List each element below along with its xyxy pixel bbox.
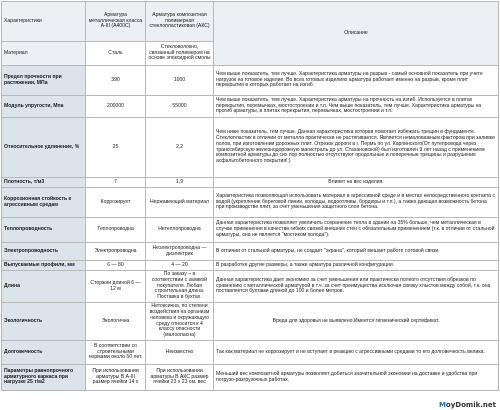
row-label: Выпускаемые профили, мм <box>2 261 86 271</box>
material-composite: Стекловолокно, связанный полимером на основе эпоксидной смолы <box>146 42 214 66</box>
row-label: Плотность, т/м3 <box>2 178 86 188</box>
row-description: Чем ниже показатель, тем лучше. Данная характеристика которая помогает избежать трещин в фундаменте. Стеклопластик в отличии от металла практически не растягивается. Является немаловажным фактором при заливке полов, при изготовлении дорожных плит. Отрезок дороги в г. Пермь по ул. Карпинского(От путепровода через транссибирскую железнодорожную магистраль до ул. Стахановской) был изготовлен 9 лет назад с применением композитной арматуры до сих пор полностью отсутствуют продольные и поперечные трещины и разрушение асфальтобетонного покрытия!:) <box>214 118 499 178</box>
row-description: Так как материал не коррозирует и не вступает в реакцию с агрессивными средами то его долговечность велика. <box>214 341 499 365</box>
row-description: Чем выше показатель, тем лучше. Характеристика арматуры на прочность на изгиб. Используется в плитах перекрытия, перемычках, мостостроении и т.п. Чем выше показатель, тем лучше. Характеристика арматуры на прогиб арматуры, в плитах перекрытия, перемычках, мостостроении и т.п. <box>214 96 499 118</box>
row-label: Длина <box>2 271 86 303</box>
row-description: В отличии от стальной арматуры, не создает "экрана", который мешает работе сотовой связи. <box>214 243 499 261</box>
row-steel-value: 7 <box>86 178 146 188</box>
row-label: Модуль упругости, Мпа <box>2 96 86 118</box>
material-label: Материал <box>2 42 86 66</box>
row-description: Данная характеристика позволяет увеличить сохранение тепла в здании на 35% больше, чем металлическая в случае применения в качестве гибких связей внешних стен с обязательным применением (т.к. в отличии от стальной арматуры, она не является "мостиком холода"). <box>214 218 499 243</box>
row-composite-value: 1000 <box>146 66 214 96</box>
table-row <box>2 243 499 261</box>
row-composite-value: Нержавеющий материал <box>146 188 214 218</box>
table-row <box>2 218 499 243</box>
row-description: В разработке другие размеры, а также арматура различной конфигурации. <box>214 261 499 271</box>
table-row <box>2 118 499 178</box>
table-row <box>2 261 499 271</box>
header-characteristic: Характеристики <box>2 2 86 42</box>
table-row <box>2 341 499 365</box>
watermark-prefix: M <box>438 401 446 409</box>
row-steel-value: 25 <box>86 118 146 178</box>
row-description: Вреда для здоровья не выявлено.Имеется гигиенический сертификат. <box>214 303 499 341</box>
row-steel-value: 200000 <box>86 96 146 118</box>
row-description: Меньший вес композитной арматуры позволяет добиться значительной экономии на доставке и удобства при погрузо-разгрузочных работах. <box>214 365 499 391</box>
comparison-table <box>1 1 499 391</box>
row-description: Характеристика позволяющая использовать материал в агрессивной среде и в местах непосредственного контакта с водой (укрепление береговой линии, колодцы, водоотливы, бордюры и т.п.), а также дающая возможность бетона при производстве плит, за счет уменьшения защитного слоя бетона. <box>214 188 499 218</box>
material-steel: Сталь <box>86 42 146 66</box>
table-row <box>2 303 499 341</box>
row-description: Влияет на вес изделия. <box>214 178 499 188</box>
row-label: Электропроводность <box>2 243 86 261</box>
table-row <box>2 271 499 303</box>
row-composite-value: Нетеплопроводна <box>146 218 214 243</box>
row-steel-value: Стержни длиной 6 — 12 м <box>86 271 146 303</box>
row-steel-value: При использовании арматуры В А-III размер ячейки 14 х <box>86 365 146 391</box>
row-composite-value: 55000 <box>146 96 214 118</box>
row-label: Предел прочности при растяжении, МПа <box>2 66 86 96</box>
row-label: Экологичность <box>2 303 86 341</box>
watermark-text: oyDomik.net <box>445 401 496 409</box>
table-row <box>2 188 499 218</box>
row-label: Коррозионная стойкость к агрессивным средам <box>2 188 86 218</box>
row-description: Данная характеристика дает экономию за счет уменьшения или практически полного отсутствия обрезков по сравнению с металлической арматурой в т.ч. за счет преимущества исключая связку хлыстов между собой, т.к. она поставляется бухтами длиной до 100 и более метров. <box>214 271 499 303</box>
table-row <box>2 365 499 391</box>
row-composite-value: Неизвестно <box>146 341 214 365</box>
row-steel-value: Теплопроводна <box>86 218 146 243</box>
table-row <box>2 178 499 188</box>
site-watermark <box>437 401 498 409</box>
header-composite: Арматура композитная полимерная стеклопластиковая (АКС) <box>146 2 214 42</box>
row-composite-value: При использовании арматуры В АКС размер ячейки 23 х 23 см. вес <box>146 365 214 391</box>
row-label: Долговечность <box>2 341 86 365</box>
row-label: Относительное удлинение, % <box>2 118 86 178</box>
row-label: Параметры равнопрочного арматурного каркаса при нагрузке 25 т/м2 <box>2 365 86 391</box>
row-composite-value: По заказу – в соответствии с заявкой покупателя. Любая строительная длина. Поставка в бухтах. <box>146 271 214 303</box>
row-steel-value: Экологична <box>86 303 146 341</box>
row-steel-value: 6 — 80 <box>86 261 146 271</box>
row-composite-value: 4 — 20 <box>146 261 214 271</box>
row-description: Чем выше показатель, тем лучше. Характеристика арматуры на разрыв - самый основной показатель при учете нагрузок на готовое изделие. Во всех готовых изделиях арматура работает именно на разрыв, кроме плит перекрытия в которых работает на изгиб. <box>214 66 499 96</box>
row-label: Теплопроводность <box>2 218 86 243</box>
row-composite-value: Неэлектропроводна — диэлектрик <box>146 243 214 261</box>
row-steel-value: Коррозирует <box>86 188 146 218</box>
row-steel-value: 390 <box>86 66 146 96</box>
header-steel: Арматура металлическая класса A-III (A400C) <box>86 2 146 42</box>
row-steel-value: В соответствии со строительными нормами около 50 лет. <box>86 341 146 365</box>
row-steel-value: Электропроводна <box>86 243 146 261</box>
table-row <box>2 96 499 118</box>
row-composite-value: 2,2 <box>146 118 214 178</box>
header-row <box>2 2 499 42</box>
header-description: Описание <box>214 2 499 66</box>
row-composite-value: Нетоксична, по степени воздействия на организм человека и окружающую среду относится к 4 классу опасности (малоопасна) <box>146 303 214 341</box>
row-composite-value: 1,9 <box>146 178 214 188</box>
table-row <box>2 66 499 96</box>
